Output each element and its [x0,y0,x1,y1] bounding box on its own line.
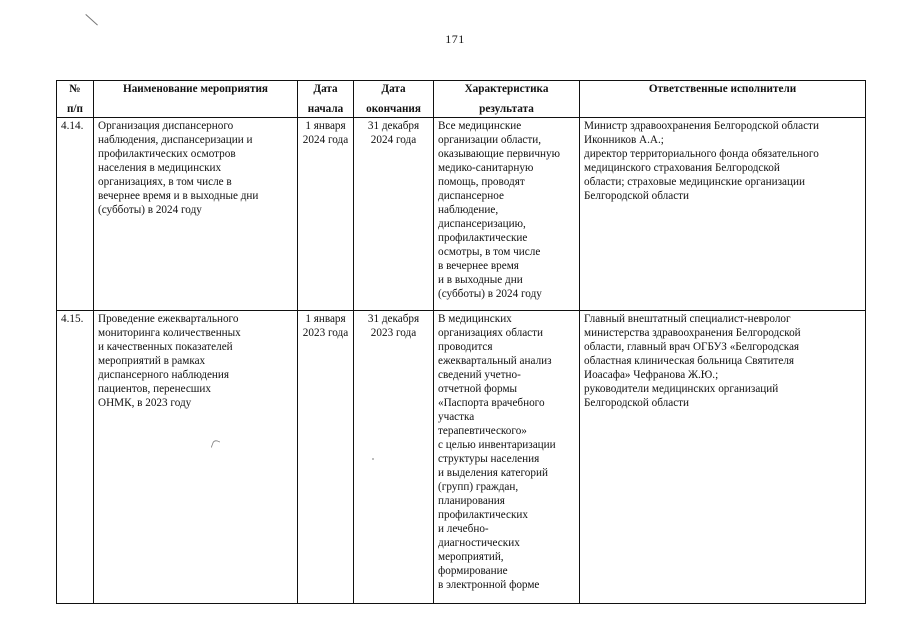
result-description: Все медицинские организации области, оказывающие первичную медико-санитарную помощь, проводят диспансерное наблюдение, диспансеризацию, профилактические осмотры, в том числе в вечернее время и в выходные дни (субботы) в 2024 году [434,118,580,311]
measure-name: Организация диспансерного наблюдения, диспансеризации и профилактических осмотров населения в медицинских организациях, в том числе в вечернее время и в выходные дни (субботы) в 2024 году [94,118,298,311]
header-end-line1: Дата [381,83,406,95]
header-num-line1: № [69,83,81,95]
table-row [57,118,866,311]
header-start-date [298,81,354,118]
page-number: 171 [445,32,465,46]
responsible-persons: Министр здравоохранения Белгородской области Иконников А.А.; директор территориального фонда обязательного медицинского страхования Белгородской области; страховые медицинские организации Белгородской области [580,118,866,311]
responsible-persons: Главный внештатный специалист-невролог министерства здравоохранения Белгородской области, главный врач ОГБУЗ «Белгородская областная клиническая больница Святителя Иоасафа» Чефранова Ж.Ю.; руководители медицинских организаций Белгородской области [580,311,866,604]
header-end-date [354,81,434,118]
header-result-line1: Характеристика [464,83,549,95]
header-name [94,81,298,118]
header-name-label: Наименование мероприятия [123,83,268,95]
end-date: 31 декабря 2024 года [354,118,434,311]
header-responsible [580,81,866,118]
measure-name: Проведение ежеквартального мониторинга количественных и качественных показателей мероприятий в рамках диспансерного наблюдения пациентов, перенесших ОНМК, в 2023 году [94,311,298,604]
result-description: В медицинских организациях области проводится ежеквартальный анализ сведений учетно- отчетной формы «Паспорта врачебного участка терапевтического» с целью инвентаризации структуры населения и выделения категорий (групп) граждан, планирования профилактических и лечебно- диагностических мероприятий, формирование в электронной форме [434,311,580,604]
header-end-line2: окончания [366,103,421,115]
header-result [434,81,580,118]
table-header-row [57,81,866,118]
row-number: 4.15. [57,311,94,604]
end-date: 31 декабря 2023 года [354,311,434,604]
table-row [57,311,866,604]
start-date: 1 января 2023 года [298,311,354,604]
scan-artifact-dot [372,458,374,460]
header-num [57,81,94,118]
row-number: 4.14. [57,118,94,311]
header-start-line2: начала [307,103,344,115]
header-num-line2: п/п [66,103,83,115]
header-responsible-label: Ответственные исполнители [648,83,797,95]
measures-table [56,80,866,604]
header-result-line2: результата [479,103,534,115]
header-start-line1: Дата [313,83,338,95]
start-date: 1 января 2024 года [298,118,354,311]
